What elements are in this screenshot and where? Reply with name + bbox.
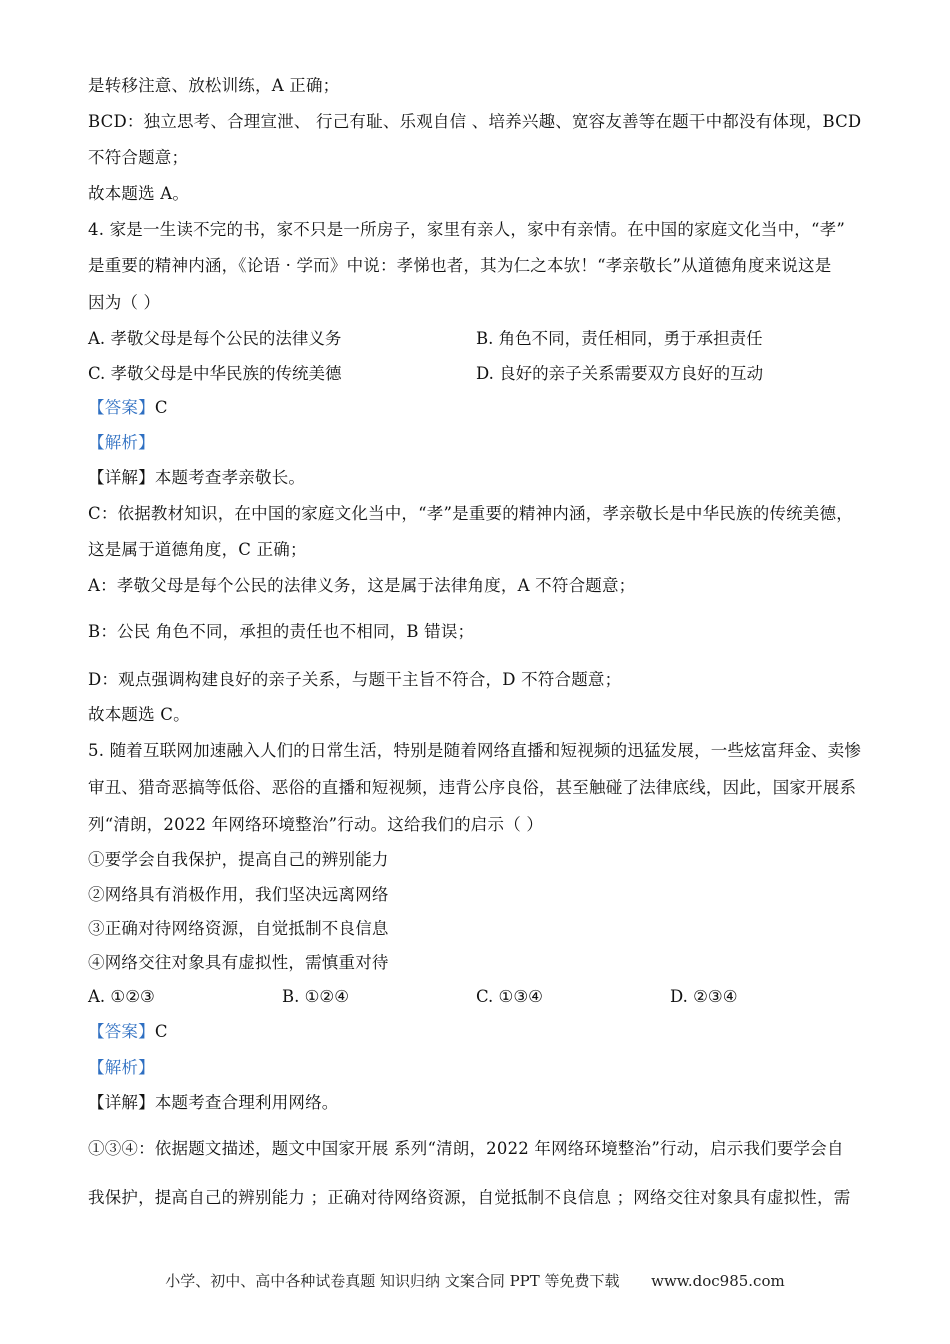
q4-stem: 4. 家是一生读不完的书，家不只是一所房子，家里有亲人，家中有亲情。在中国的家庭文化当中，“孝” (88, 220, 845, 239)
detail-tag: 【详解】 (88, 468, 155, 487)
q5-stem: 列“清朗，2022 年网络环境整治”行动。这给我们的启示（ ） (88, 815, 544, 834)
q4-option-d: D. 良好的亲子关系需要双方良好的互动 (476, 364, 764, 383)
detail-tag: 【详解】 (88, 1093, 155, 1112)
q4-option-b: B. 角色不同，责任相同，勇于承担责任 (476, 329, 763, 348)
q4-conclusion: 故本题选 C。 (88, 705, 190, 724)
q4-explanation-d: D：观点强调构建良好的亲子关系，与题干主旨不符合，D 不符合题意； (88, 670, 622, 689)
answer-tag: 【答案】 (88, 1022, 155, 1041)
answer-value: C (154, 398, 168, 417)
footer-text: 小学、初中、高中各种试卷真题 知识归纳 文案合同 PPT 等免费下载 (165, 1272, 620, 1290)
q5-option-d: D. ②③④ (670, 987, 738, 1006)
detail-intro: 本题考查合理利用网络。 (154, 1093, 339, 1112)
answer-tag: 【答案】 (88, 398, 155, 417)
q4-answer (88, 398, 864, 418)
q4-stem: 因为（ ） (88, 293, 161, 312)
q5-explanation: 我保护，提高自己的辨别能力 ；正确对待网络资源，自觉抵制不良信息 ；网络交往对象具有虚拟性，需 (88, 1188, 851, 1207)
q4-explanation-a: A：孝敬父母是每个公民的法律义务，这是属于法律角度，A 不符合题意； (88, 576, 636, 595)
analysis-tag: 【解析】 (88, 1058, 155, 1077)
q5-analysis (88, 1058, 864, 1078)
q5-detail (88, 1093, 864, 1113)
q5-item-3: ③正确对待网络资源，自觉抵制不良信息 (88, 919, 389, 938)
analysis-tag: 【解析】 (88, 433, 155, 452)
q4-explanation-c: 这是属于道德角度，C 正确； (88, 540, 307, 559)
q5-item-1: ①要学会自我保护，提高自己的辨别能力 (88, 850, 389, 869)
q5-option-a: A. ①②③ (88, 987, 155, 1006)
q5-stem: 5. 随着互联网加速融入人们的日常生活，特别是随着网络直播和短视频的迅猛发展，一些炫富拜金、卖惨 (88, 741, 862, 760)
page-footer (0, 1270, 950, 1291)
q5-answer (88, 1022, 864, 1042)
q4-detail (88, 468, 864, 488)
q3-conclusion: 故本题选 A。 (88, 184, 190, 203)
footer-site-link[interactable]: www.doc985.com (651, 1272, 785, 1290)
q5-item-2: ②网络具有消极作用，我们坚决远离网络 (88, 885, 389, 904)
detail-intro: 本题考查孝亲敬长。 (154, 468, 306, 487)
q3-explanation-line: 是转移注意、放松训练，A 正确； (88, 76, 340, 95)
q4-explanation-c: C：依据教材知识，在中国的家庭文化当中，“孝”是重要的精神内涵，孝亲敬长是中华民族的传统美德， (88, 504, 853, 523)
q4-option-a: A. 孝敬父母是每个公民的法律义务 (88, 329, 342, 348)
q5-option-b: B. ①②④ (282, 987, 349, 1006)
answer-value: C (154, 1022, 168, 1041)
q3-explanation-line: 不符合题意； (88, 148, 189, 167)
q4-option-c: C. 孝敬父母是中华民族的传统美德 (88, 364, 342, 383)
q3-explanation-line: BCD：独立思考、合理宣泄、 行己有耻、乐观自信 、培养兴趣、宽容友善等在题干中都没有体现，BCD (88, 112, 862, 131)
q4-explanation-b: B：公民 角色不同，承担的责任也不相同，B 错误； (88, 622, 475, 641)
q4-analysis (88, 433, 864, 453)
q5-stem: 审丑、猎奇恶搞等低俗、恶俗的直播和短视频，违背公序良俗，甚至触碰了法律底线，因此，国家开展系 (88, 778, 857, 797)
q5-explanation: ①③④：依据题文描述，题文中国家开展 系列“清朗，2022 年网络环境整治”行动，启示我们要学会自 (88, 1139, 844, 1158)
q4-stem: 是重要的精神内涵，《论语 · 学而》中说：孝悌也者，其为仁之本欤！“孝亲敬长”从道德角度来说这是 (88, 256, 832, 275)
q5-option-c: C. ①③④ (476, 987, 543, 1006)
q5-item-4: ④网络交往对象具有虚拟性，需慎重对待 (88, 953, 389, 972)
